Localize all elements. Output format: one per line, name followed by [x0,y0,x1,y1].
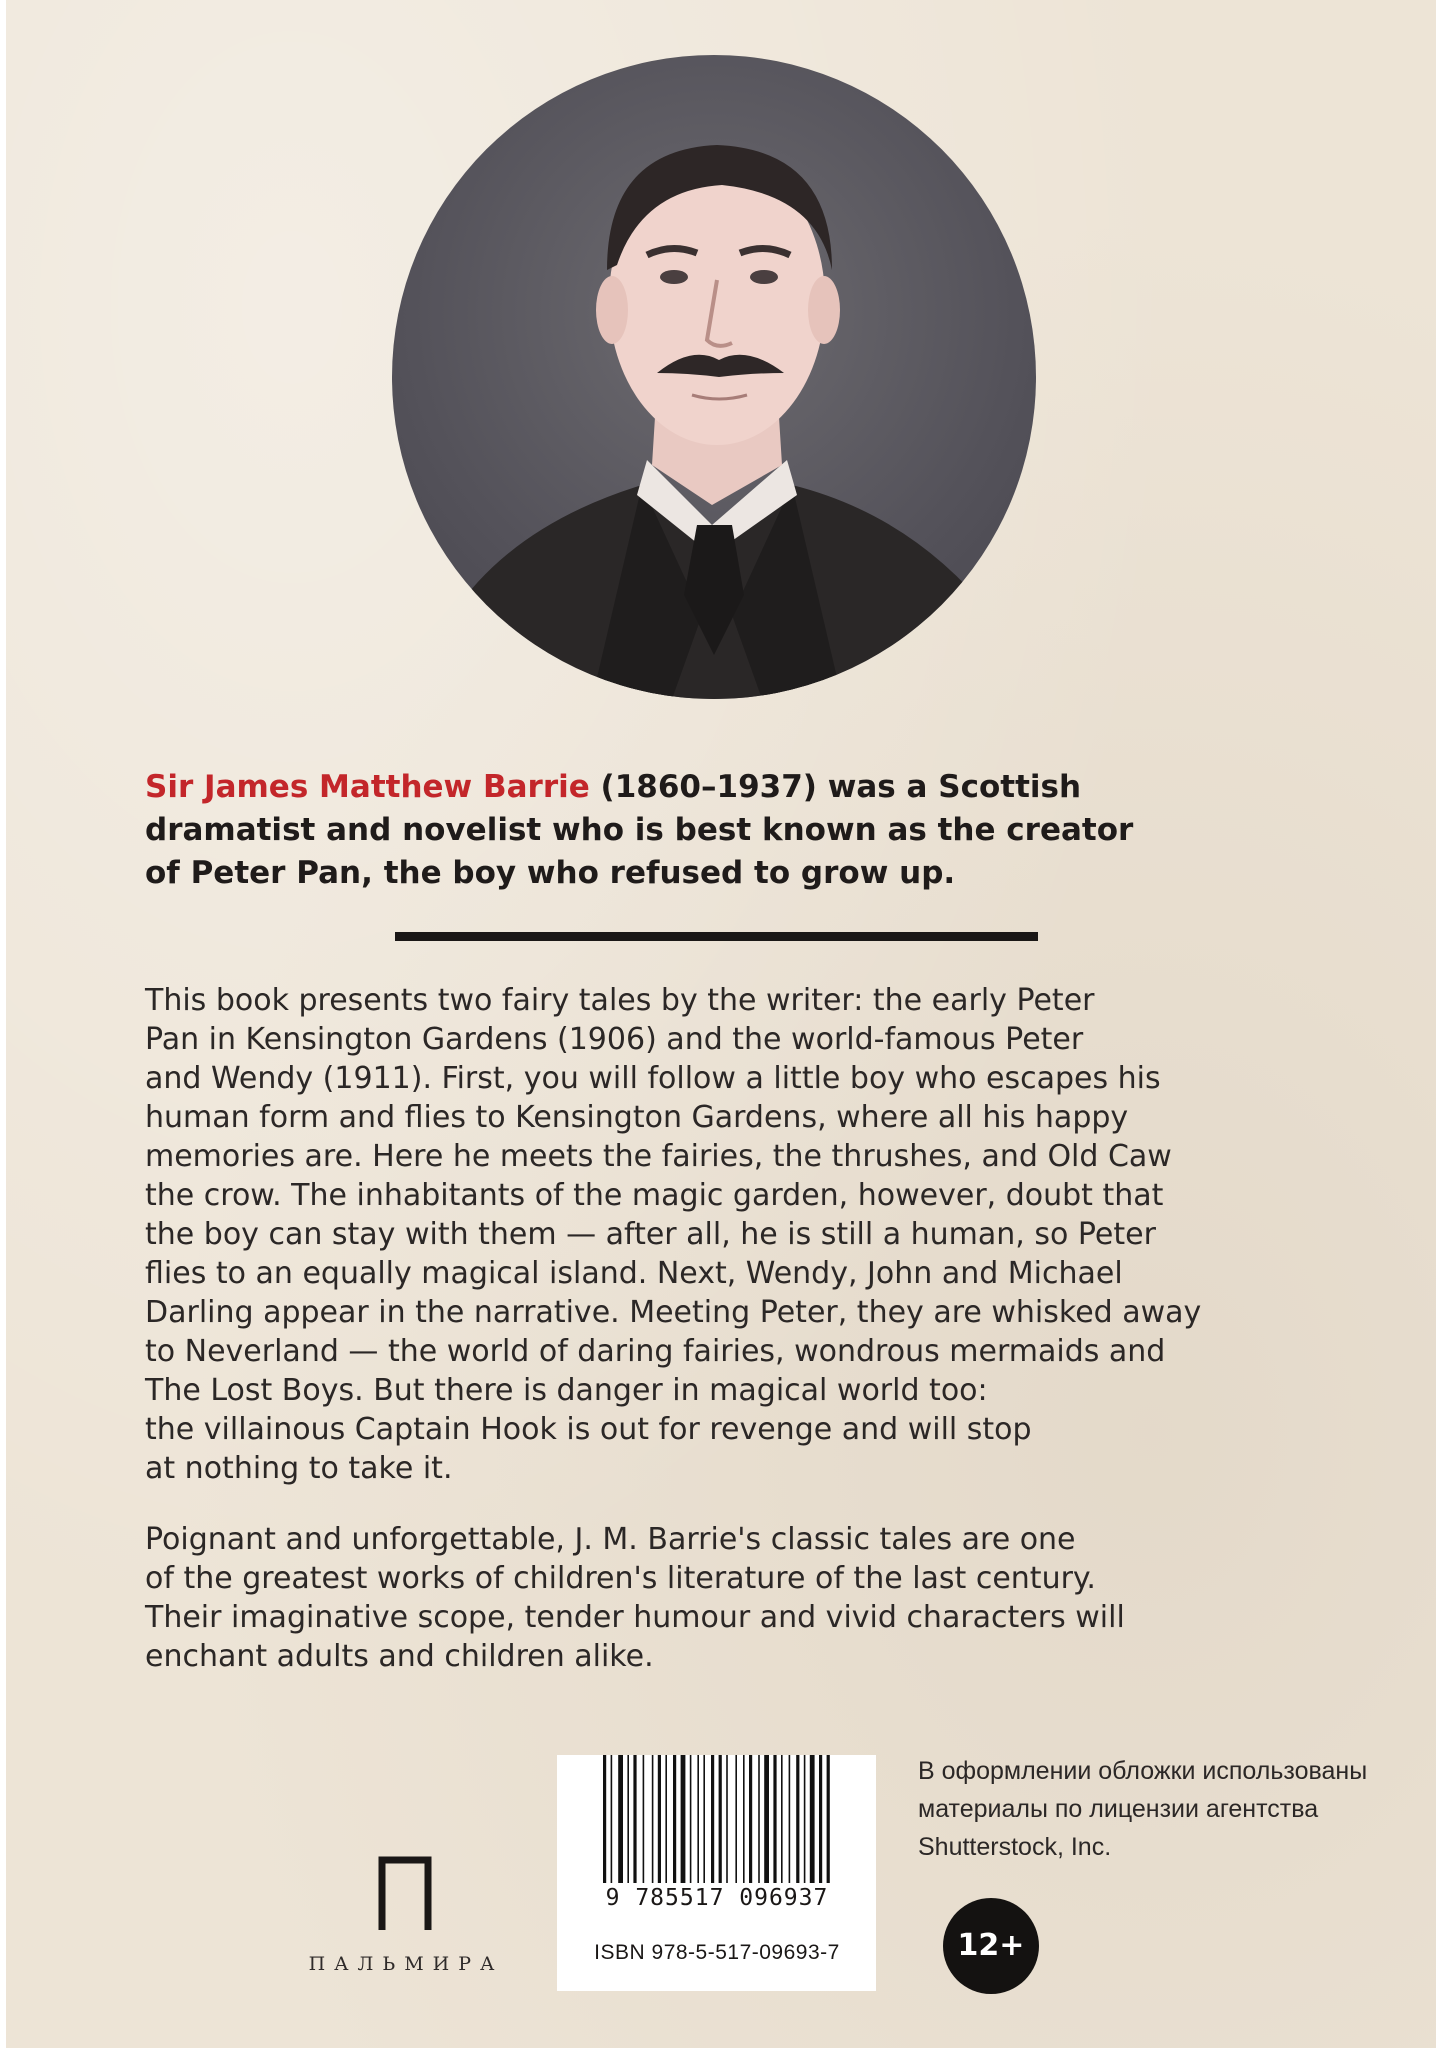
license-credit [918,1752,1418,1866]
book-back-cover [6,0,1436,2048]
barcode-bar [633,1755,636,1883]
text-line: at nothing to take it. [145,1451,453,1486]
author-portrait [392,55,1036,699]
text-line: Their imaginative scope, tender humour and vivid characters will [145,1600,1125,1635]
barcode-digits: 9 785517 096937 [605,1885,829,1911]
text-line: of the greatest works of children's literature of the last century. [145,1561,1096,1596]
barcode-bar [735,1755,737,1883]
text-line: the villainous Captain Hook is out for revenge and will stop [145,1412,1032,1447]
barcode-bar [743,1755,745,1883]
barcode-bar [810,1755,815,1883]
barcode-bar [819,1755,822,1883]
text-line: flies to an equally magical island. Next, Wendy, John and Michael [145,1256,1123,1291]
barcode-bar [681,1755,686,1883]
text-line: the boy can stay with them — after all, he is still a human, so Peter [145,1217,1156,1252]
barcode-bar [781,1755,783,1883]
barcode-bar [673,1755,676,1883]
barcode-bar [627,1755,629,1883]
portrait-illustration [392,55,1036,699]
credit-line: В оформлении обложки использованы [918,1757,1368,1785]
credit-line: Shutterstock, Inc. [918,1833,1112,1861]
isbn-number: ISBN 978-5-517-09693-7 [594,1941,840,1964]
text-line: memories are. Here he meets the fairies, the thrushes, and Old Caw [145,1139,1172,1174]
barcode-bar [764,1755,769,1883]
publisher-logo-icon [378,1856,432,1930]
description-paragraph-2 [145,1520,1365,1676]
barcode-bar [758,1755,760,1883]
author-intro-line3: of Peter Pan, the boy who refused to grow up. [145,855,956,891]
barcode-bar [719,1755,722,1883]
text-line: and Wendy (1911). First, you will follow a little boy who escapes his [145,1061,1161,1096]
barcode-bar [611,1755,613,1883]
barcode-bar [697,1755,699,1883]
barcode-bar [773,1755,776,1883]
text-line: to Neverland — the world of daring fairies, wondrous mermaids and [145,1334,1166,1369]
credit-line: материалы по лицензии агентства [918,1795,1319,1823]
barcode-bar [804,1755,806,1883]
age-rating-badge: 12+ [943,1898,1039,1994]
barcode-bar [711,1755,714,1883]
publisher-name: ПАЛЬМИРА [308,1953,504,1975]
barcode-bar [726,1755,728,1883]
text-line: The Lost Boys. But there is danger in magical world too: [145,1373,988,1408]
barcode-bar [703,1755,705,1883]
author-intro-line1: (1860–1937) was a Scottish [589,769,1082,805]
divider-rule [395,932,1038,941]
barcode-bar [827,1755,830,1883]
barcode-bar [749,1755,752,1883]
author-name: Sir James Matthew Barrie [145,769,590,805]
barcode-bar [690,1755,692,1883]
text-line: Pan in Kensington Gardens (1906) and the world-famous Peter [145,1022,1084,1057]
text-line: enchant adults and children alike. [145,1639,654,1674]
barcode-bar [643,1755,645,1883]
text-line: This book presents two fairy tales by the writer: the early Peter [145,983,1095,1018]
barcode-bar [658,1755,661,1883]
text-line: human form and flies to Kensington Gardens, where all his happy [145,1100,1129,1135]
text-line: Poignant and unforgettable, J. M. Barrie's classic tales are one [145,1522,1076,1557]
barcode-bar [618,1755,623,1883]
barcode-bar [789,1755,791,1883]
barcode-bar [796,1755,799,1883]
author-intro-line2: dramatist and novelist who is best known as the creator [145,812,1134,848]
barcode-bar [603,1755,606,1883]
barcode-bar [652,1755,654,1883]
author-intro [145,766,1295,895]
text-line: the crow. The inhabitants of the magic garden, however, doubt that [145,1178,1164,1213]
text-line: Darling appear in the narrative. Meeting Peter, they are whisked away [145,1295,1202,1330]
barcode-bar [665,1755,667,1883]
description-paragraph-1 [145,981,1365,1488]
barcode-panel [557,1755,876,1991]
